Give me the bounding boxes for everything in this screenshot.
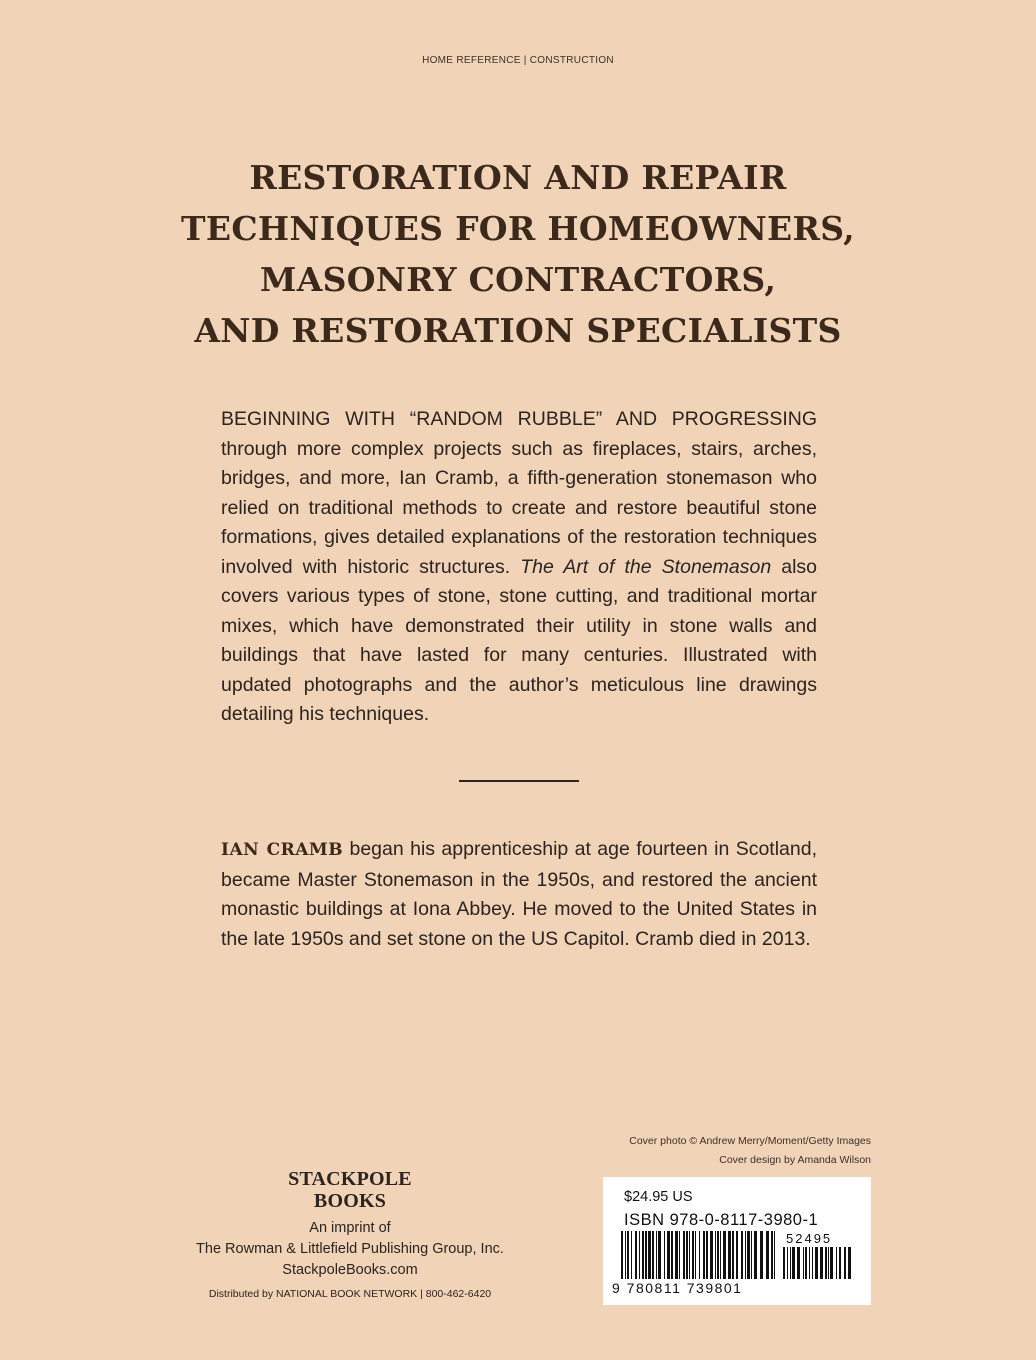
barcode-bar bbox=[689, 1231, 690, 1279]
barcode-bar bbox=[805, 1247, 807, 1279]
barcode-bar bbox=[728, 1231, 731, 1279]
barcode-bar bbox=[695, 1231, 696, 1279]
barcode-bar bbox=[664, 1231, 665, 1279]
barcode-bar bbox=[732, 1231, 734, 1279]
barcode-bar bbox=[736, 1231, 738, 1279]
barcode-bar bbox=[679, 1231, 680, 1279]
barcode-bar bbox=[844, 1247, 846, 1279]
barcode-bar bbox=[754, 1231, 757, 1279]
author-bio-text: began his apprenticeship at age fourteen in Scotland, became Master Stonemason in the 1950s, and restored the ancient monastic buildings at Iona Abbey. He moved to the United States in the late 1950s and set stone on the US Capitol. Cramb died in 2013. bbox=[221, 838, 817, 950]
barcode-bar bbox=[839, 1247, 841, 1279]
barcode-bar bbox=[692, 1231, 694, 1279]
barcode-bar bbox=[803, 1247, 804, 1279]
barcode-bar bbox=[771, 1231, 773, 1279]
section-divider bbox=[459, 780, 579, 782]
barcode-bar bbox=[710, 1231, 713, 1279]
design-credit: Cover design by Amanda Wilson bbox=[719, 1154, 871, 1166]
supplement-number: 52495 bbox=[786, 1231, 833, 1246]
barcode-bar bbox=[830, 1247, 833, 1279]
barcode-bar bbox=[797, 1247, 800, 1279]
imprint-label: An imprint of bbox=[309, 1220, 391, 1236]
barcode-bar bbox=[825, 1247, 827, 1279]
barcode-bar bbox=[715, 1231, 716, 1279]
photo-credit: Cover photo © Andrew Merry/Moment/Getty Images bbox=[629, 1135, 871, 1147]
main-barcode-icon bbox=[621, 1231, 781, 1279]
headline-line-4: AND RESTORATION SPECIALISTS bbox=[194, 311, 842, 350]
barcode-bar bbox=[717, 1231, 719, 1279]
barcode-bar bbox=[787, 1247, 788, 1279]
barcode-bar bbox=[792, 1247, 795, 1279]
barcode-bar bbox=[848, 1247, 851, 1279]
book-title: The Art of the Stonemason bbox=[520, 555, 772, 578]
barcode-bar bbox=[766, 1231, 769, 1279]
barcode-bar bbox=[675, 1231, 678, 1279]
supplement-barcode-icon bbox=[783, 1247, 855, 1279]
cover-credits bbox=[629, 1132, 871, 1170]
headline-line-1: RESTORATION AND REPAIR bbox=[249, 158, 787, 197]
barcode-bar bbox=[642, 1231, 644, 1279]
barcode-bar bbox=[774, 1231, 775, 1279]
barcode-bar bbox=[658, 1231, 661, 1279]
barcode-bar bbox=[812, 1247, 813, 1279]
publisher-block bbox=[140, 1168, 560, 1302]
barcode-bar bbox=[625, 1231, 626, 1279]
barcode-bar bbox=[635, 1231, 637, 1279]
description-text-end: also covers various types of stone, stone cutting, and traditional mortar mixes, which have demonstrated their utility in stone walls and buildings that have lasted for many centuries. Illustrated with updated photographs and the author’s meticulous line drawings detailing his techniques. bbox=[221, 555, 818, 725]
distribution-info: Distributed by NATIONAL BOOK NETWORK | 800-462-6420 bbox=[208, 1288, 492, 1300]
barcode-bar bbox=[809, 1247, 810, 1279]
barcode-bar bbox=[741, 1231, 743, 1279]
barcode-bar bbox=[828, 1247, 829, 1279]
barcode-bar bbox=[720, 1231, 721, 1279]
barcode-bar bbox=[703, 1231, 705, 1279]
barcode-bar bbox=[751, 1231, 752, 1279]
barcode-bar bbox=[723, 1231, 726, 1279]
publisher-website: StackpoleBooks.com bbox=[282, 1262, 418, 1278]
author-name: IAN CRAMB bbox=[221, 840, 344, 860]
barcode-bar bbox=[631, 1231, 632, 1279]
description-text-start: BEGINNING WITH “RANDOM RUBBLE” AND PROGRESSING through more complex projects such as fireplaces, stairs, arches, bridges, and more, Ian Cramb, a fifth-generation stonemason who relied on traditional methods to create and restore beautiful stone formations, gives detailed explanations of the restoration techniques involved with historic structures. bbox=[221, 408, 817, 578]
barcode-digits: 9 780811 739801 bbox=[612, 1280, 743, 1296]
publishing-group: The Rowman & Littlefield Publishing Group, Inc. bbox=[196, 1241, 504, 1257]
barcode-bar bbox=[639, 1231, 640, 1279]
headline bbox=[100, 152, 936, 356]
barcode-bar bbox=[683, 1231, 685, 1279]
barcode-bar bbox=[652, 1231, 654, 1279]
barcode-bar bbox=[747, 1231, 750, 1279]
barcode-bar bbox=[667, 1231, 670, 1279]
barcode-bar bbox=[671, 1231, 673, 1279]
barcode-bar bbox=[745, 1231, 746, 1279]
headline-line-3: MASONRY CONTRACTORS, bbox=[259, 260, 777, 299]
barcode-bar bbox=[627, 1231, 629, 1279]
publisher-logo-line-2: BOOKS bbox=[313, 1190, 387, 1212]
author-bio bbox=[221, 835, 817, 954]
price-label: $24.95 US bbox=[624, 1189, 693, 1205]
headline-line-2: TECHNIQUES FOR HOMEOWNERS, bbox=[181, 209, 855, 248]
barcode-bar bbox=[783, 1247, 785, 1279]
isbn-label: ISBN 978-0-8117-3980-1 bbox=[624, 1211, 819, 1229]
barcode-bar bbox=[656, 1231, 657, 1279]
barcode-bar bbox=[648, 1231, 651, 1279]
barcode-bar bbox=[699, 1231, 700, 1279]
publisher-logo-line-1: STACKPOLE bbox=[288, 1168, 412, 1190]
barcode-bar bbox=[815, 1247, 818, 1279]
barcode-bar bbox=[760, 1231, 763, 1279]
barcode-bar bbox=[706, 1231, 708, 1279]
barcode-bar bbox=[790, 1247, 791, 1279]
publisher-logo bbox=[140, 1168, 560, 1212]
barcode-bar bbox=[686, 1231, 688, 1279]
category-label: HOME REFERENCE | CONSTRUCTION bbox=[422, 55, 614, 66]
barcode-box bbox=[603, 1177, 871, 1305]
barcode-bar bbox=[836, 1247, 837, 1279]
book-description bbox=[221, 405, 817, 730]
barcode-bar bbox=[820, 1247, 823, 1279]
barcode-bar bbox=[645, 1231, 647, 1279]
barcode-bar bbox=[621, 1231, 623, 1279]
